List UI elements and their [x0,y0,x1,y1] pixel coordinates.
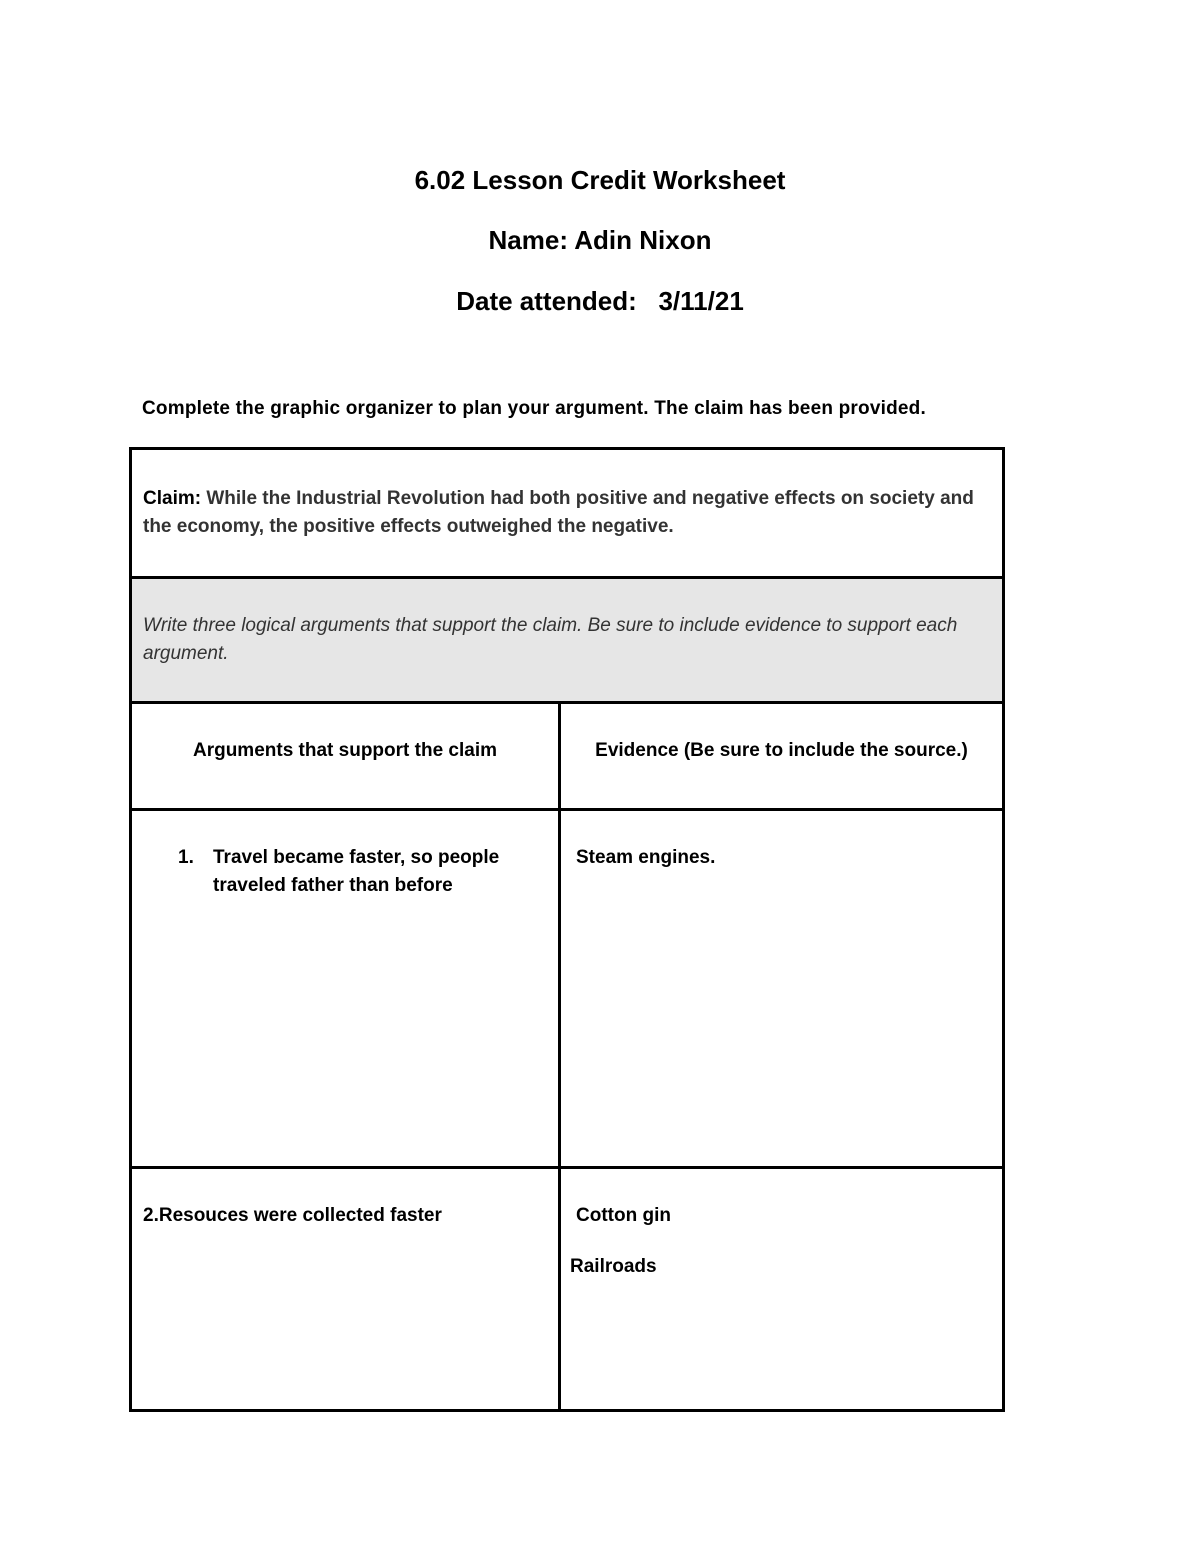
evidence-column-header: Evidence (Be sure to include the source.) [595,740,968,761]
argument-text: 2.Resouces were collected faster [143,1205,442,1226]
evidence-header-cell [560,703,1004,810]
claim-content [132,450,1002,541]
evidence-cell [560,810,1004,1168]
evidence-text: Cotton gin [576,1205,671,1226]
claim-label: Claim: [143,488,202,509]
date-attended: Date attended: 3/11/21 [456,286,744,316]
claim-text: While the Industrial Revolution had both positive and negative effects on society and the economy, the positive effects outweighed the negative. [143,488,974,537]
list-number: 1. [178,847,194,868]
prompt-text: Write three logical arguments that support the claim. Be sure to include evidence to support each argument. [143,615,958,664]
table-row [131,810,1004,1168]
prompt-cell [131,578,1004,703]
instructions: Complete the graphic organizer to plan your argument. The claim has been provided. [142,398,926,419]
arguments-header-cell [131,703,560,810]
argument-cell [131,1168,560,1411]
student-name: Name: Adin Nixon [488,225,712,255]
claim-row [131,449,1004,578]
evidence-cell [560,1168,1004,1411]
claim-cell [131,449,1004,578]
argument-entry [132,811,558,900]
graphic-organizer-table [129,447,1005,1412]
evidence-list [561,1169,1002,1281]
table-row [131,1168,1004,1411]
header-row [131,703,1004,810]
worksheet-title: 6.02 Lesson Credit Worksheet [414,165,786,195]
prompt-row [131,578,1004,703]
argument-text: Travel became faster, so people traveled father than before [213,847,500,896]
evidence-text: Railroads [570,1256,657,1277]
arguments-column-header: Arguments that support the claim [192,740,498,761]
argument-cell [131,810,560,1168]
evidence-text: Steam engines. [576,847,716,868]
